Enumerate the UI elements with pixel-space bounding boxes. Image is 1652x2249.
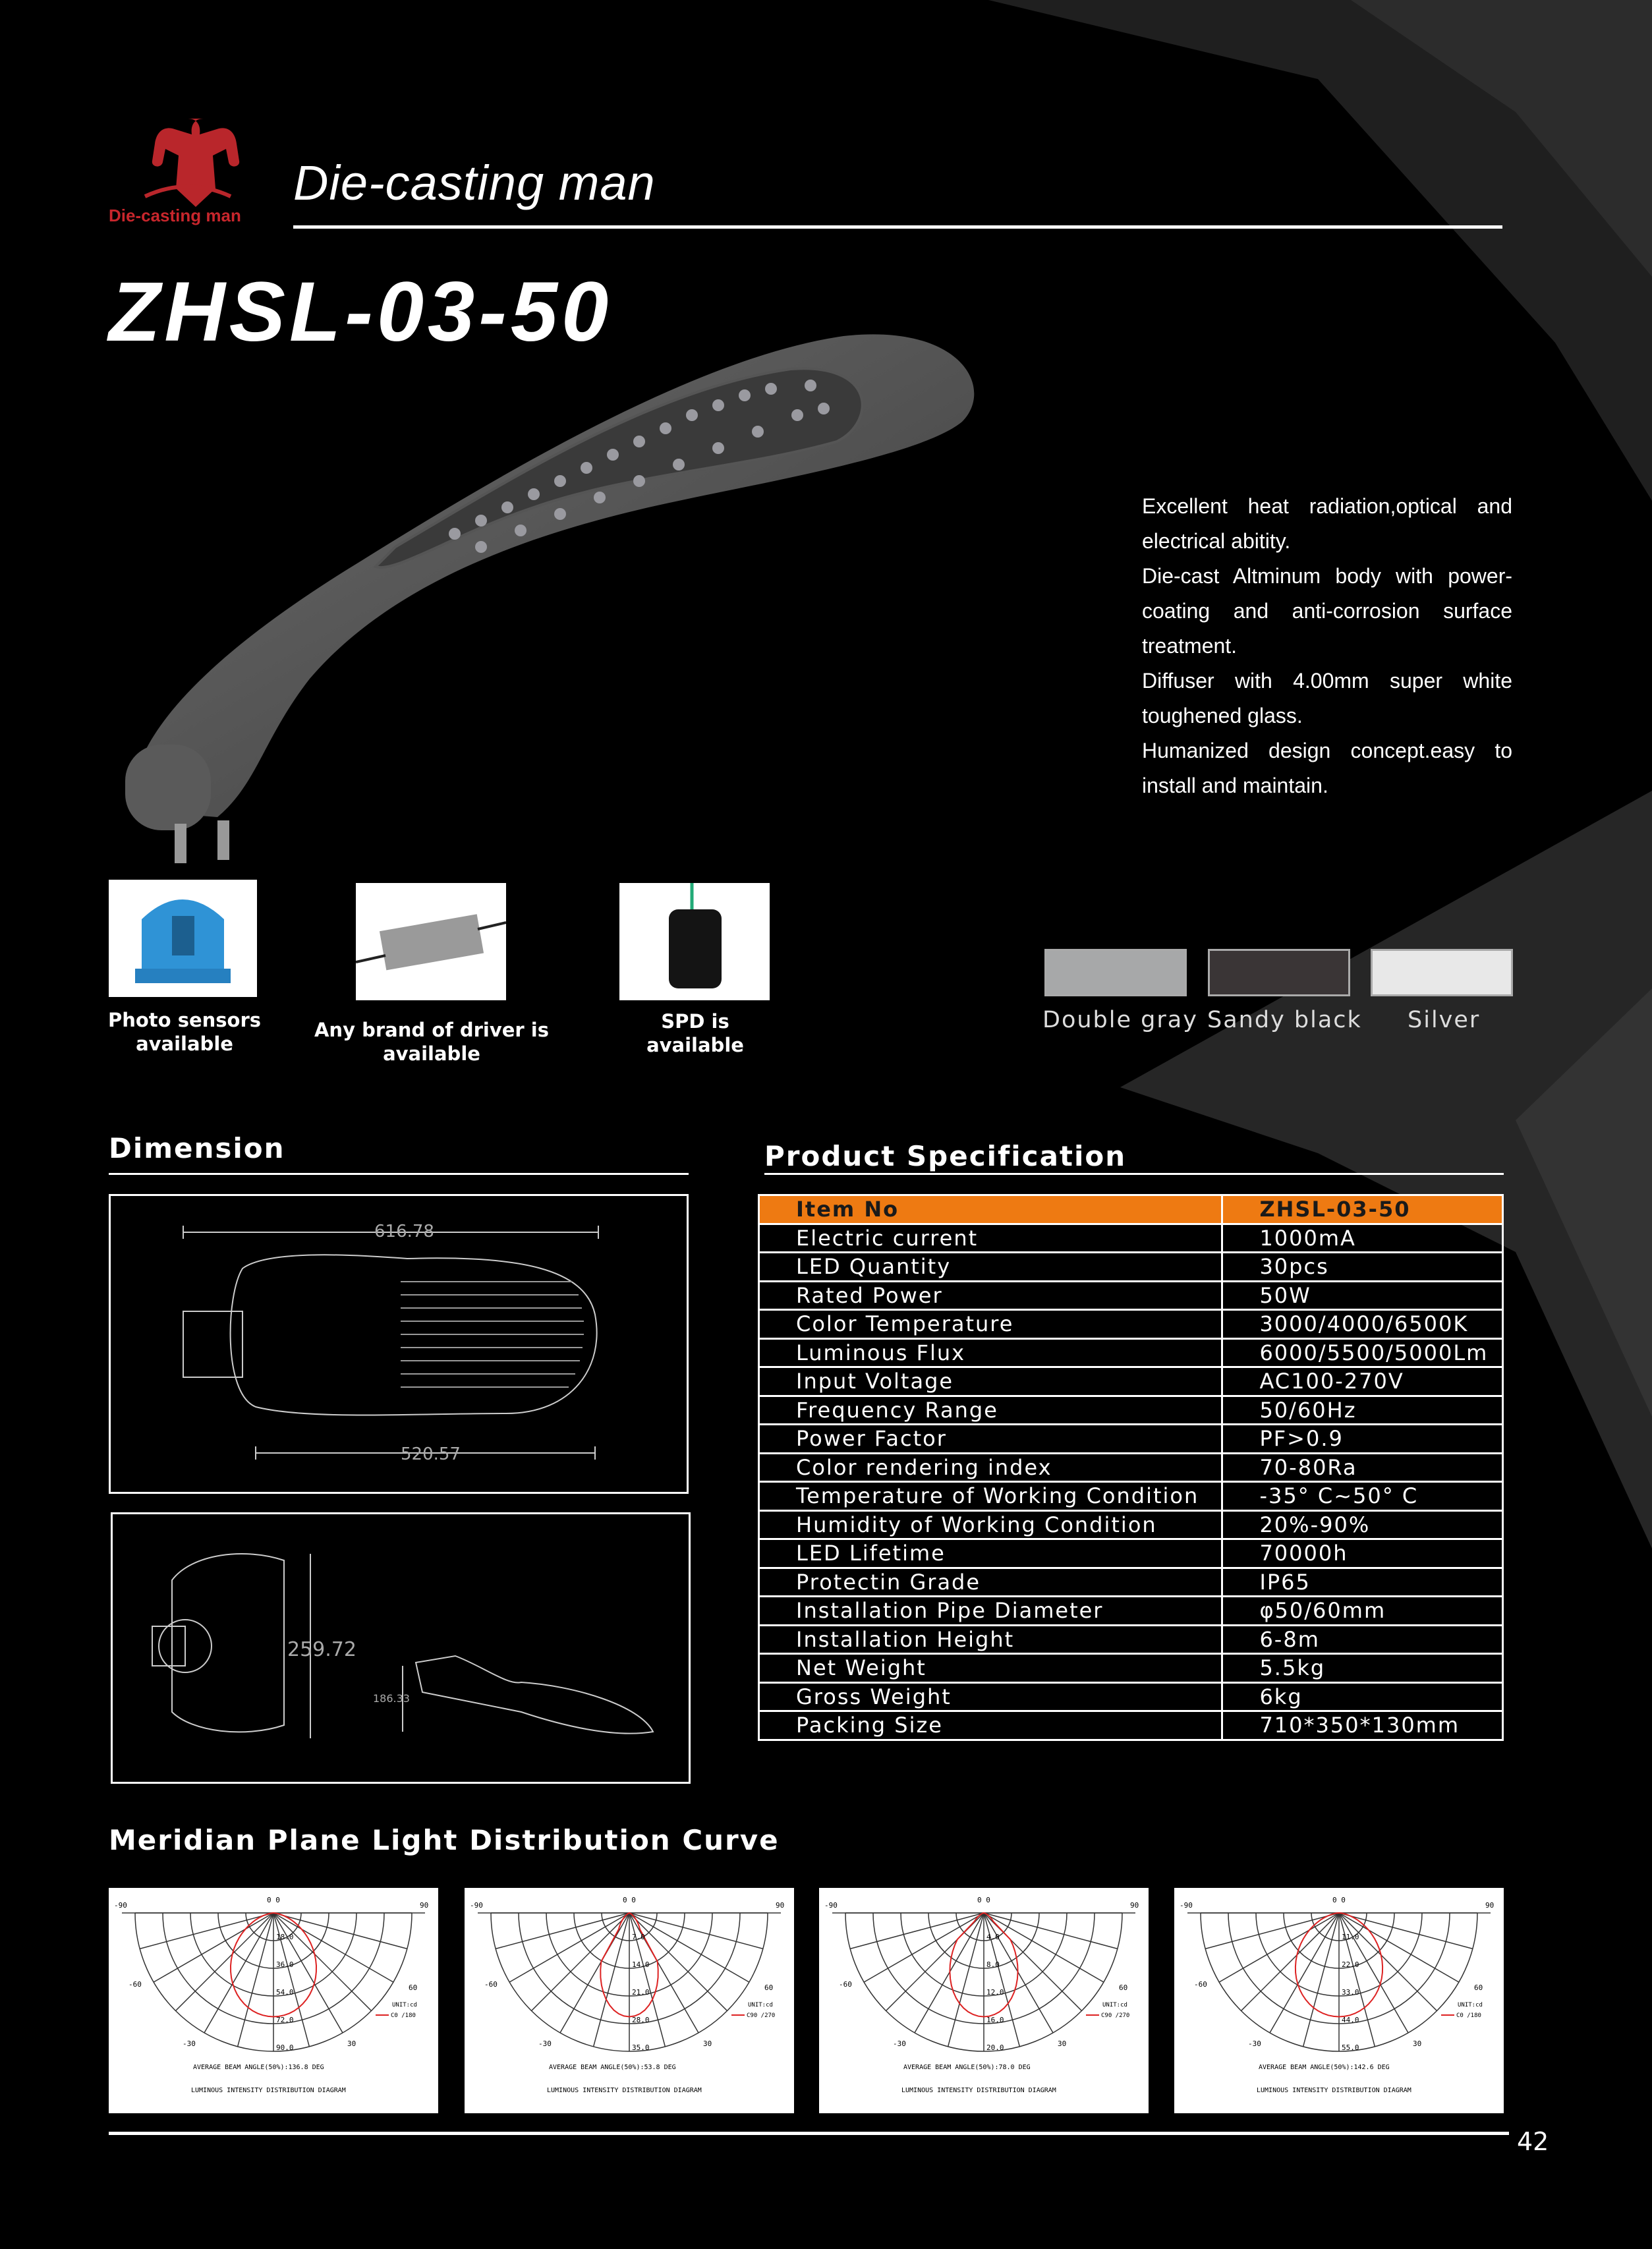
angle-label: 60: [764, 1983, 774, 1992]
table-row: [759, 1338, 1503, 1367]
color-label: Sandy black: [1207, 1007, 1362, 1033]
dim-height: 259.72: [287, 1638, 356, 1661]
logo-text: Die-casting man: [109, 206, 241, 225]
spec-label: LED Quantity: [759, 1253, 1222, 1282]
page-number: 42: [1517, 2127, 1549, 2156]
table-row: [759, 1654, 1503, 1683]
feature-list: [1142, 489, 1512, 803]
side-view-drawing: [111, 1512, 691, 1784]
brand-logo: [119, 112, 257, 208]
feature-item: Die-cast Altminum body with power-coating and anti-corrosion surface treatment.: [1142, 564, 1512, 658]
beam-angle-label: AVERAGE BEAM ANGLE(50%):136.8 DEG: [193, 2064, 324, 2071]
table-row: [759, 1396, 1503, 1425]
table-row: [759, 1425, 1503, 1454]
curves-title: Meridian Plane Light Distribution Curve: [109, 1824, 780, 1856]
angle-label: 0 0: [623, 1896, 636, 1904]
spec-value: 6kg: [1222, 1682, 1503, 1711]
ring-label: 16.0: [986, 2016, 1004, 2024]
spec-table: [758, 1194, 1504, 1741]
beam-angle-label: AVERAGE BEAM ANGLE(50%):142.6 DEG: [1259, 2064, 1390, 2071]
legend-label: C90 /270: [1101, 2012, 1130, 2019]
legend-label: C0 /180: [1456, 2012, 1481, 2019]
table-row: [759, 1625, 1503, 1654]
spec-value: 50/60Hz: [1222, 1396, 1503, 1425]
swatch-silver: [1371, 949, 1513, 996]
legend-label: C90 /270: [747, 2012, 776, 2019]
beam-angle-label: AVERAGE BEAM ANGLE(50%):53.8 DEG: [549, 2064, 676, 2071]
distribution-diagram: [109, 1888, 438, 2113]
distribution-diagram: [1174, 1888, 1504, 2113]
driver-label: Any brand of driver is available: [314, 1019, 550, 1065]
ring-label: 8.0: [986, 1960, 1000, 1969]
angle-label: 60: [409, 1983, 418, 1992]
angle-label: -60: [1194, 1980, 1207, 1989]
dimension-title: Dimension: [109, 1132, 285, 1164]
angle-label: -90: [114, 1901, 127, 1910]
spec-value: 6000/5500/5000Lm: [1222, 1338, 1503, 1367]
spec-value: 710*350*130mm: [1222, 1711, 1503, 1740]
table-row: [759, 1482, 1503, 1511]
color-label: Double gray: [1042, 1007, 1198, 1033]
spec-label: Color rendering index: [759, 1453, 1222, 1482]
spec-label: LED Lifetime: [759, 1539, 1222, 1568]
photo-sensor-image: [109, 880, 257, 997]
table-row: [759, 1568, 1503, 1597]
spec-label: Humidity of Working Condition: [759, 1510, 1222, 1539]
spec-label: Installation Pipe Diameter: [759, 1597, 1222, 1626]
photo-sensor-label: Photo sensors available: [107, 1009, 262, 1055]
unit-label: UNIT:cd: [392, 2002, 417, 2008]
spec-value: AC100-270V: [1222, 1367, 1503, 1396]
ring-label: 33.0: [1342, 1988, 1359, 1997]
spec-label: Temperature of Working Condition: [759, 1482, 1222, 1511]
legend-label: C0 /180: [391, 2012, 416, 2019]
ring-label: 11.0: [1342, 1933, 1359, 1941]
angle-label: 0 0: [267, 1896, 280, 1904]
angle-label: -90: [470, 1901, 483, 1910]
spec-label: Protectin Grade: [759, 1568, 1222, 1597]
angle-label: -30: [538, 2039, 552, 2048]
ring-label: 54.0: [276, 1988, 294, 1997]
angle-label: -30: [1248, 2039, 1261, 2048]
spec-value: φ50/60mm: [1222, 1597, 1503, 1626]
angle-label: -90: [1180, 1901, 1193, 1910]
spec-label: Power Factor: [759, 1425, 1222, 1454]
ring-label: 36.0: [276, 1960, 294, 1969]
ring-label: 7.0: [632, 1933, 645, 1941]
spec-value: ZHSL-03-50: [1222, 1195, 1503, 1224]
angle-label: -90: [824, 1901, 838, 1910]
street-light-product-image: [112, 310, 1002, 883]
beam-angle-label: AVERAGE BEAM ANGLE(50%):78.0 DEG: [903, 2064, 1031, 2071]
spec-label: Luminous Flux: [759, 1338, 1222, 1367]
spec-label: Input Voltage: [759, 1367, 1222, 1396]
ring-label: 14.0: [632, 1960, 650, 1969]
footer-divider: [109, 2132, 1509, 2135]
spec-value: 70000h: [1222, 1539, 1503, 1568]
spec-label: Rated Power: [759, 1281, 1222, 1310]
spec-value: 5.5kg: [1222, 1654, 1503, 1683]
ring-label: 18.0: [276, 1933, 294, 1941]
diagram-caption: LUMINOUS INTENSITY DISTRIBUTION DIAGRAM: [191, 2087, 346, 2094]
spec-value: 20%-90%: [1222, 1510, 1503, 1539]
ring-label: 35.0: [632, 2043, 650, 2052]
ring-label: 20.0: [986, 2043, 1004, 2052]
spec-label: Color Temperature: [759, 1310, 1222, 1339]
angle-label: 30: [703, 2039, 712, 2048]
spec-value: 50W: [1222, 1281, 1503, 1310]
angle-label: 30: [1058, 2039, 1067, 2048]
spec-divider: [764, 1173, 1504, 1175]
ring-label: 90.0: [276, 2043, 294, 2052]
spec-label: Packing Size: [759, 1711, 1222, 1740]
diagram-caption: LUMINOUS INTENSITY DISTRIBUTION DIAGRAM: [901, 2087, 1056, 2094]
distribution-diagram: [465, 1888, 794, 2113]
spec-value: 6-8m: [1222, 1625, 1503, 1654]
table-row: [759, 1224, 1503, 1253]
unit-label: UNIT:cd: [748, 2002, 773, 2008]
distribution-diagram: [819, 1888, 1149, 2113]
spec-value: 1000mA: [1222, 1224, 1503, 1253]
angle-label: -30: [183, 2039, 196, 2048]
swatch-sandy-black: [1208, 949, 1350, 996]
spec-value: 70-80Ra: [1222, 1453, 1503, 1482]
angle-label: 0 0: [977, 1896, 990, 1904]
ring-label: 4.0: [986, 1933, 1000, 1941]
table-row: [759, 1310, 1503, 1339]
unit-label: UNIT:cd: [1102, 2002, 1127, 2008]
spec-value: 30pcs: [1222, 1253, 1503, 1282]
spec-label: Electric current: [759, 1224, 1222, 1253]
color-label: Silver: [1408, 1007, 1481, 1033]
table-row: [759, 1367, 1503, 1396]
spec-label: Gross Weight: [759, 1682, 1222, 1711]
angle-label: 60: [1119, 1983, 1128, 1992]
table-row: [759, 1597, 1503, 1626]
spec-label: Item No: [759, 1195, 1222, 1224]
angle-label: -30: [893, 2039, 906, 2048]
spec-value: PF>0.9: [1222, 1425, 1503, 1454]
ring-label: 21.0: [632, 1988, 650, 1997]
spd-label: SPD is available: [646, 1010, 744, 1056]
table-row: [759, 1453, 1503, 1482]
diagram-caption: LUMINOUS INTENSITY DISTRIBUTION DIAGRAM: [1257, 2087, 1411, 2094]
table-row: [759, 1711, 1503, 1740]
spec-value: 3000/4000/6500K: [1222, 1310, 1503, 1339]
ring-label: 12.0: [986, 1988, 1004, 1997]
ring-label: 72.0: [276, 2016, 294, 2024]
table-row: [759, 1281, 1503, 1310]
angle-label: 60: [1474, 1983, 1483, 1992]
dim-small: 186.33: [373, 1692, 410, 1705]
table-row: [759, 1539, 1503, 1568]
angle-label: 90: [776, 1901, 785, 1910]
brand-title: Die-casting man: [293, 156, 656, 210]
feature-item: Humanized design concept.easy to install and maintain.: [1142, 739, 1512, 797]
spec-value: IP65: [1222, 1568, 1503, 1597]
angle-label: 30: [1413, 2039, 1422, 2048]
header-divider: [293, 225, 1502, 229]
ring-label: 28.0: [632, 2016, 650, 2024]
spec-label: Net Weight: [759, 1654, 1222, 1683]
spec-header-row: [759, 1195, 1503, 1224]
unit-label: UNIT:cd: [1458, 2002, 1483, 2008]
feature-item: Diffuser with 4.00mm super white toughened glass.: [1142, 669, 1512, 727]
dimension-divider: [109, 1173, 689, 1175]
spd-image: [619, 883, 770, 1000]
table-row: [759, 1682, 1503, 1711]
angle-label: 90: [1130, 1901, 1139, 1910]
diagram-caption: LUMINOUS INTENSITY DISTRIBUTION DIAGRAM: [547, 2087, 702, 2094]
spec-title: Product Specification: [764, 1140, 1127, 1172]
driver-image: [356, 883, 506, 1000]
feature-item: Excellent heat radiation,optical and electrical abitity.: [1142, 494, 1512, 553]
ring-label: 22.0: [1342, 1960, 1359, 1969]
dim-top-width: 616.78: [374, 1222, 434, 1241]
angle-label: -60: [484, 1980, 498, 1989]
ring-label: 44.0: [1342, 2016, 1359, 2024]
angle-label: 90: [420, 1901, 429, 1910]
angle-label: -60: [128, 1980, 142, 1989]
angle-label: 0 0: [1332, 1896, 1346, 1904]
swatch-double-gray: [1044, 949, 1187, 996]
angle-label: -60: [839, 1980, 852, 1989]
spec-value: -35° C~50° C: [1222, 1482, 1503, 1511]
spec-label: Frequency Range: [759, 1396, 1222, 1425]
angle-label: 30: [347, 2039, 356, 2048]
table-row: [759, 1253, 1503, 1282]
model-title: ZHSL-03-50: [109, 265, 613, 359]
top-view-drawing: [109, 1194, 689, 1494]
dim-bottom-width: 520.57: [401, 1444, 461, 1464]
ring-label: 55.0: [1342, 2043, 1359, 2052]
spec-label: Installation Height: [759, 1625, 1222, 1654]
angle-label: 90: [1485, 1901, 1495, 1910]
table-row: [759, 1510, 1503, 1539]
